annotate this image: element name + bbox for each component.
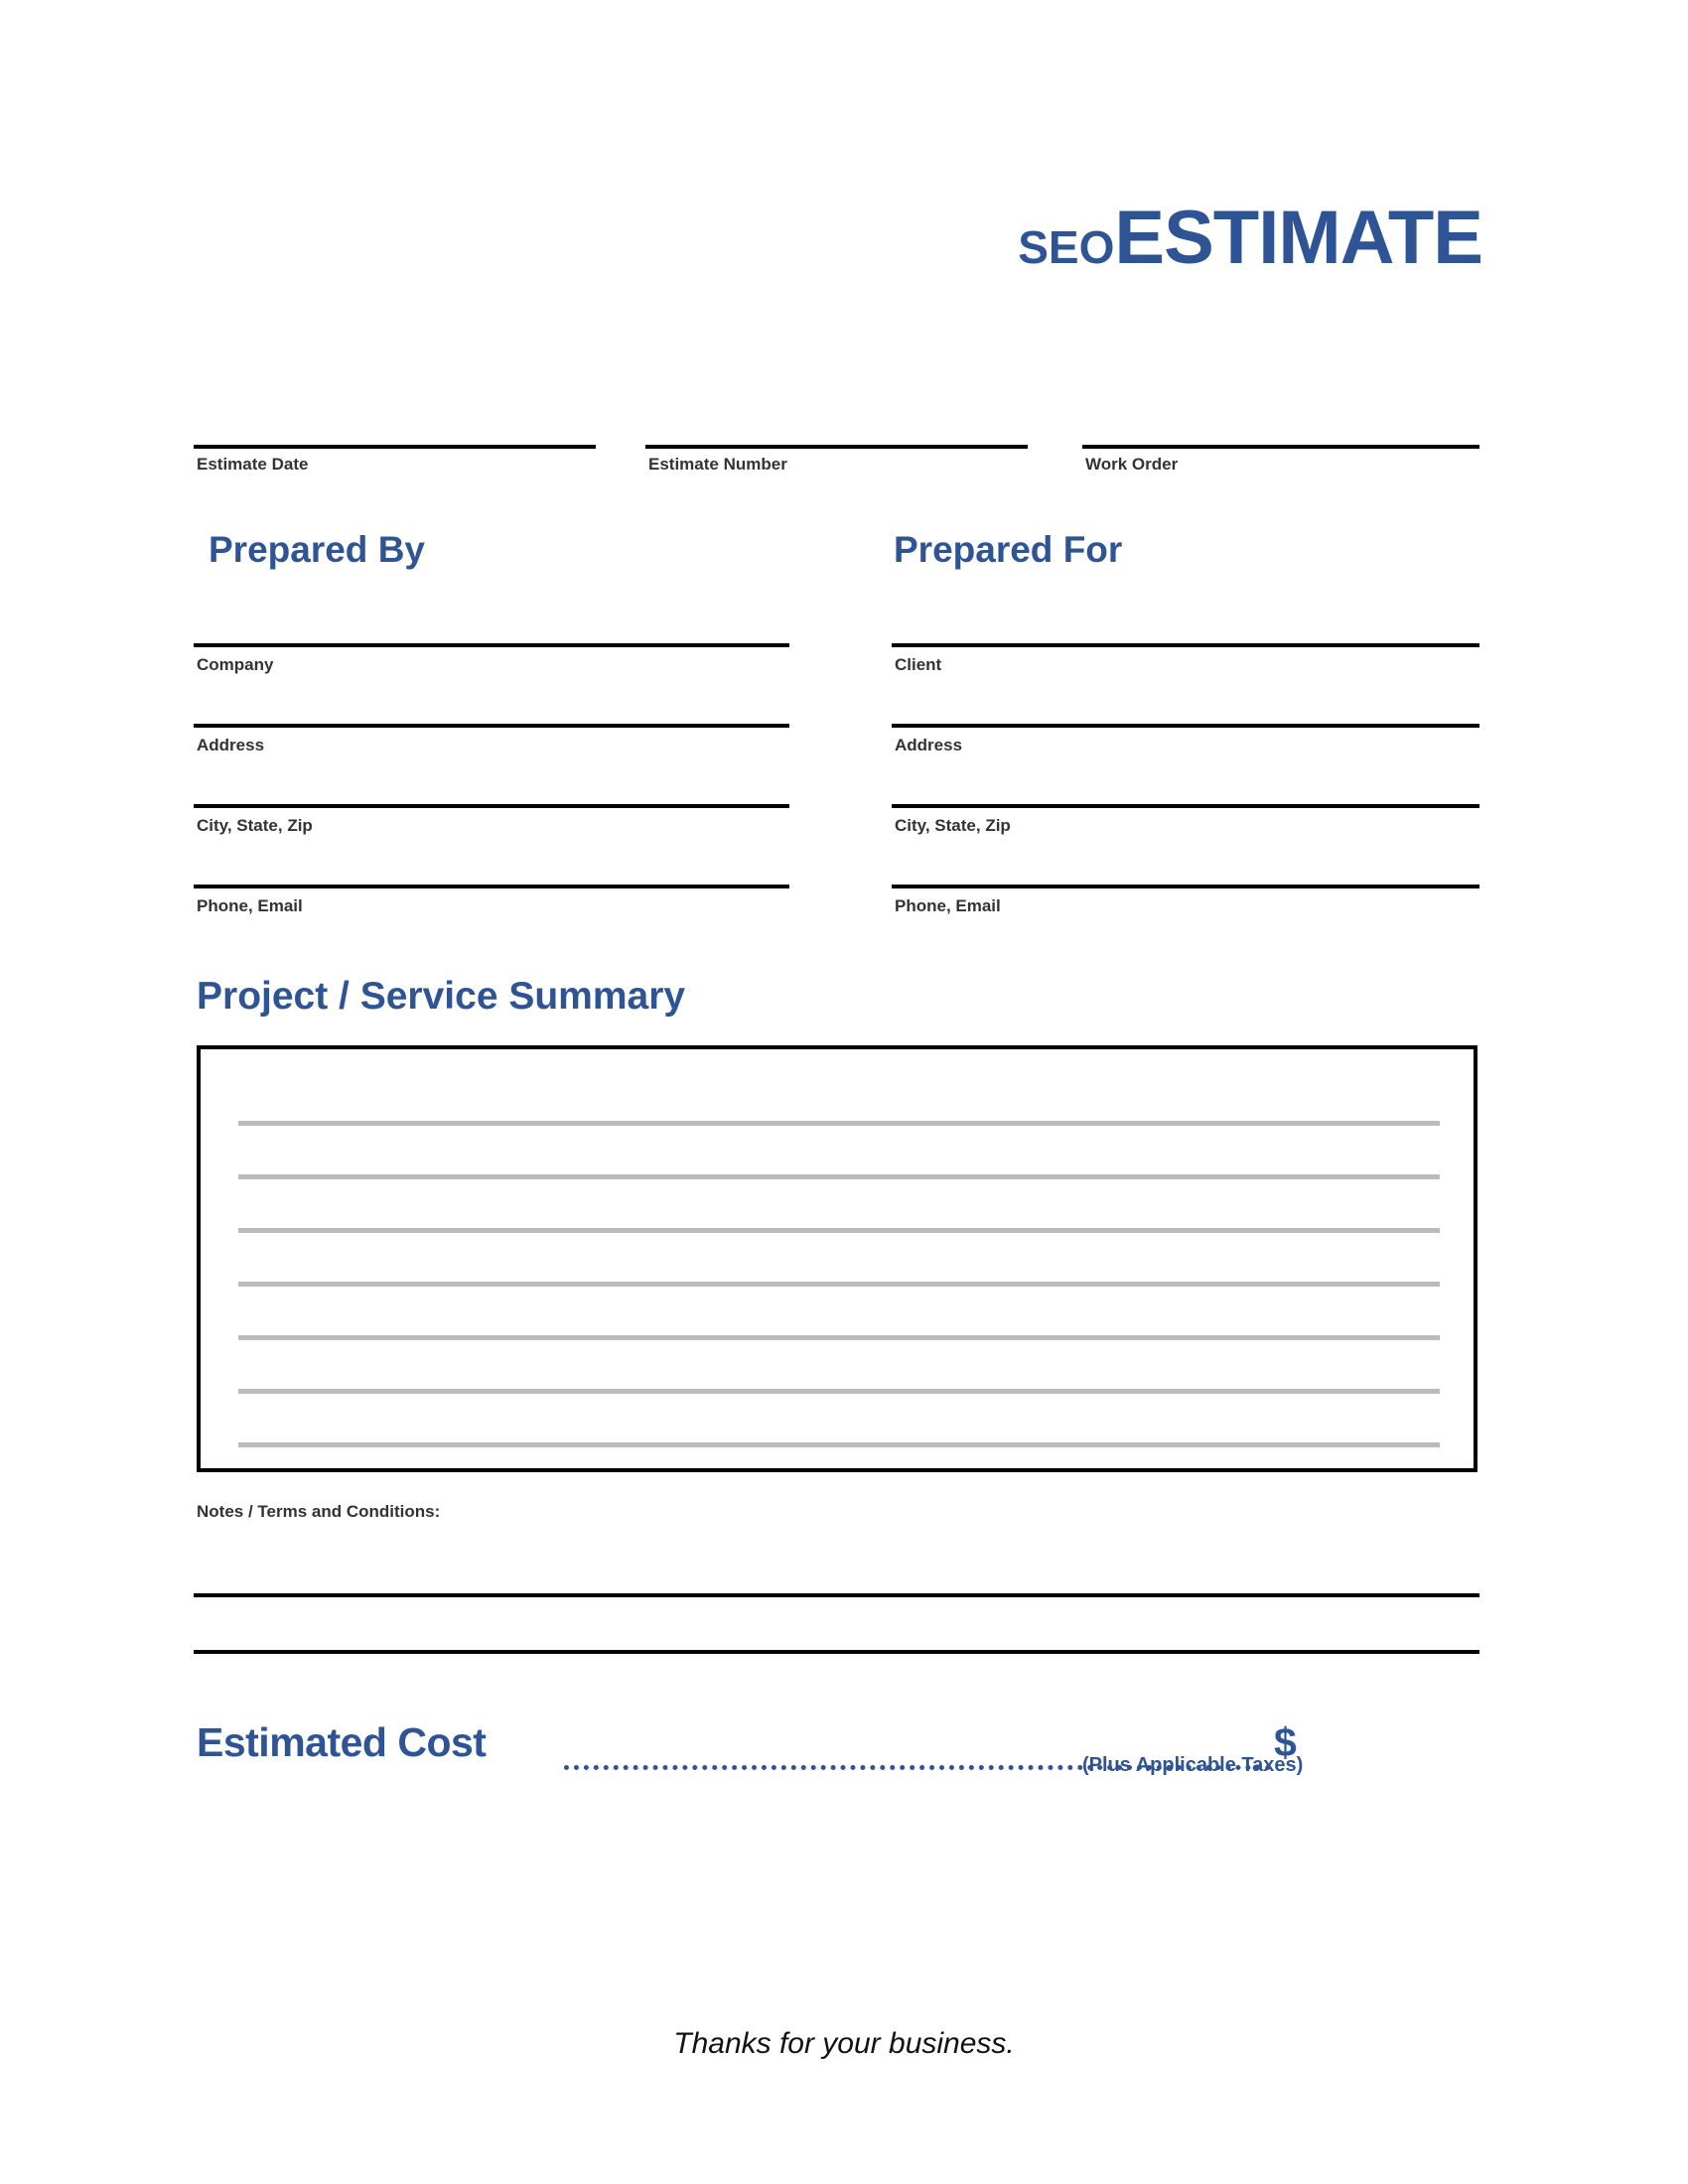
summary-ruled-line [238,1228,1440,1233]
prepared-by-phone-rule [194,885,789,888]
prepared-for-phone-rule [892,885,1479,888]
prepared-by-phone-label: Phone, Email [197,896,303,915]
summary-ruled-line [238,1174,1440,1179]
notes-label: Notes / Terms and Conditions: [197,1502,441,1521]
prepared-for-phone-label: Phone, Email [895,896,1001,915]
document-title [0,195,1482,281]
prepared-by-address-rule [194,724,789,728]
footer-message: Thanks for your business. [673,2027,1015,2060]
prepared-by-city-label: City, State, Zip [197,816,313,835]
cost-tax-note: (Plus Applicable Taxes) [1082,1754,1304,1776]
cost-currency-symbol: $ [1274,1719,1297,1765]
prepared-for-city-rule [892,804,1479,808]
estimated-cost-label: Estimated Cost [197,1719,487,1765]
notes-line-1 [194,1593,1479,1597]
summary-box[interactable] [197,1045,1477,1472]
summary-ruled-line [238,1121,1440,1126]
company-label: Company [197,655,274,674]
work-order-rule [1082,445,1479,449]
estimate-date-rule [194,445,596,449]
estimate-number-label: Estimate Number [648,455,787,474]
estimate-date-label: Estimate Date [197,455,309,474]
prepared-for-address-label: Address [895,736,963,754]
summary-ruled-line [238,1282,1440,1287]
prepared-for-city-label: City, State, Zip [895,816,1011,835]
title-prefix: SEO [1018,221,1115,273]
client-rule [892,643,1479,647]
summary-ruled-line [238,1335,1440,1340]
prepared-for-address-rule [892,724,1479,728]
summary-ruled-line [238,1442,1440,1447]
summary-ruled-line [238,1389,1440,1394]
work-order-label: Work Order [1085,455,1179,474]
prepared-for-heading: Prepared For [894,529,1123,570]
prepared-by-city-rule [194,804,789,808]
summary-heading: Project / Service Summary [197,975,686,1018]
company-rule [194,643,789,647]
estimate-number-rule [645,445,1028,449]
client-label: Client [895,655,942,674]
title-main: ESTIMATE [1114,196,1482,280]
prepared-by-heading: Prepared By [209,529,425,570]
notes-line-2 [194,1650,1479,1654]
prepared-by-address-label: Address [197,736,265,754]
